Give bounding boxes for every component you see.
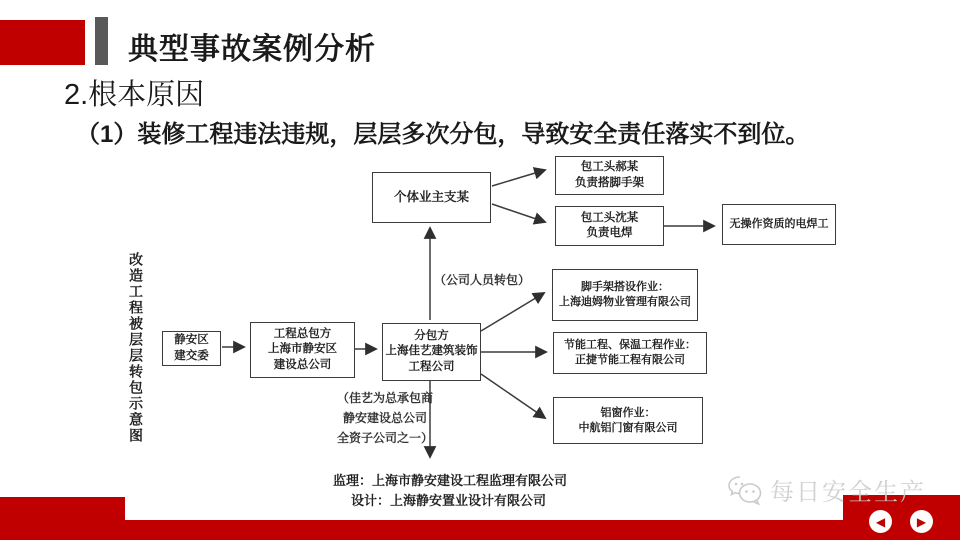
node-unqualified-welder bbox=[722, 204, 836, 245]
node-individual-owner bbox=[372, 172, 491, 223]
diagram-side-label: 改造工程被层层转包示意图 bbox=[128, 252, 144, 444]
note-subsidiary bbox=[330, 388, 440, 448]
node-text: 上海市静安区 bbox=[268, 343, 337, 356]
node-window-company bbox=[553, 397, 703, 444]
node-text: 正捷节能工程有限公司 bbox=[575, 354, 685, 366]
page-title: 典型事故案例分析 bbox=[128, 33, 376, 66]
node-scaffold-company bbox=[552, 269, 698, 321]
node-text: 上海佳艺建筑装饰 bbox=[385, 345, 478, 358]
node-text: 建设总公司 bbox=[273, 358, 332, 371]
watermark bbox=[726, 472, 926, 507]
node-text: 负责搭脚手架 bbox=[575, 176, 644, 189]
design-line: 设计：上海静安置业设计有限公司 bbox=[351, 493, 547, 508]
node-text: 建交委 bbox=[174, 349, 209, 362]
node-text: 包工头沈某 bbox=[580, 211, 639, 224]
node-subcontractor bbox=[382, 323, 481, 381]
node-energy-company bbox=[553, 332, 707, 374]
node-contractor-hao bbox=[555, 156, 664, 195]
header-red-block bbox=[0, 20, 85, 65]
note-line: 全资子公司之一） bbox=[336, 431, 433, 445]
node-contractor-shen bbox=[555, 206, 664, 246]
node-text: 包工头郝某 bbox=[580, 161, 639, 174]
wechat-icon bbox=[726, 474, 764, 506]
node-text: 无操作资质的电焊工 bbox=[729, 218, 829, 231]
header-gray-bar bbox=[95, 17, 108, 65]
node-text: 负责电焊 bbox=[586, 227, 633, 239]
section-heading: 2.根本原因 bbox=[64, 79, 205, 111]
note-personnel-transfer: （公司人员转包） bbox=[434, 273, 531, 287]
node-text: 静安区 bbox=[174, 334, 209, 347]
node-text: 节能工程、保温工程作业： bbox=[564, 339, 696, 352]
node-text: 工程总包方 bbox=[273, 328, 332, 341]
node-jingan-commission bbox=[162, 331, 221, 366]
prev-slide-button[interactable] bbox=[869, 510, 892, 533]
prev-arrow-icon: ◀ bbox=[875, 514, 886, 529]
node-text: 脚手架搭设作业： bbox=[581, 281, 669, 294]
note-line: （佳艺为总承包商 bbox=[336, 391, 433, 405]
node-general-contractor bbox=[250, 322, 355, 378]
node-text: 铝窗作业： bbox=[600, 406, 656, 419]
node-text: 中航铝门窗有限公司 bbox=[578, 421, 678, 434]
node-text: 个体业主支某 bbox=[393, 190, 469, 205]
next-arrow-icon: ▶ bbox=[916, 514, 927, 529]
node-text: 工程公司 bbox=[408, 360, 455, 373]
node-text: 分包方 bbox=[414, 330, 449, 343]
bottom-red-bar bbox=[0, 520, 960, 540]
node-text: 上海迪姆物业管理有限公司 bbox=[559, 296, 691, 308]
next-slide-button[interactable] bbox=[910, 510, 933, 533]
supervision-line: 监理：上海市静安建设工程监理有限公司 bbox=[333, 473, 568, 488]
watermark-label: 每日安全生产 bbox=[770, 479, 926, 506]
point-text: （1）装修工程违法违规，层层多次分包，导致安全责任落实不到位。 bbox=[76, 121, 810, 148]
note-line: 静安建设总公司 bbox=[342, 411, 427, 425]
